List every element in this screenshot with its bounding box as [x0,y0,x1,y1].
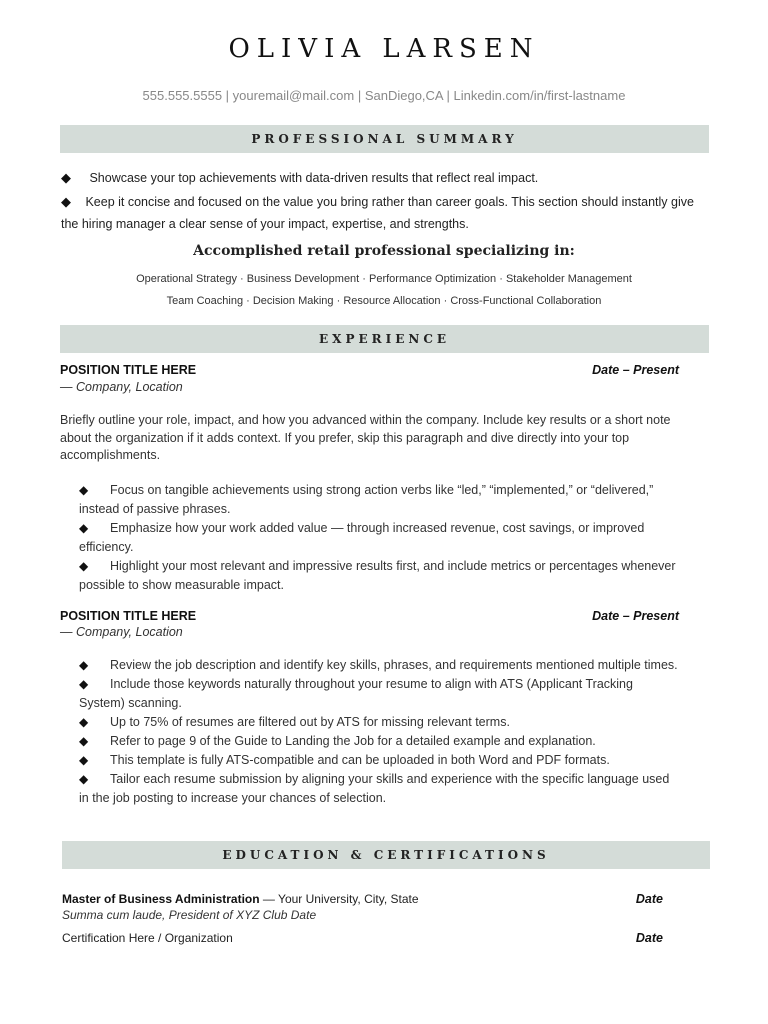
list-item [79,713,679,732]
bullet-text: Emphasize how your work added value — through increased revenue, cost savings, or improved efficiency. [79,521,645,554]
bullet-text: Review the job description and identify key skills, phrases, and requirements mentioned multiple times. [110,658,678,672]
section-header-education: EDUCATION & CERTIFICATIONS [62,841,710,869]
list-item [79,751,679,770]
diamond-bullet-icon: ◆ [79,658,89,672]
degree-line [62,892,419,906]
job-1-summary-paragraph: Briefly outline your role, impact, and how you advanced within the company. Include key results or a short note about the organization if it adds context. If you prefer, skip this paragraph and dive directly into your top accomplishments. [60,413,671,462]
bullet-text: Focus on tangible achievements using strong action verbs like “led,” “implemented,” or “delivered,” instead of passive phrases. [79,483,654,516]
summary-bullet-text: Showcase your top achievements with data-driven results that reflect real impact. [89,171,539,185]
summary-bullet-1 [61,169,538,187]
job-2-company: — Company, Location [60,625,183,639]
diamond-bullet-icon: ◆ [61,170,71,185]
diamond-bullet-icon: ◆ [79,677,89,691]
job-1-date: Date – Present [592,363,679,377]
diamond-bullet-icon: ◆ [79,559,89,573]
contact-line: 555.555.5555 | youremail@mail.com | SanDiego,CA | Linkedin.com/in/first-lastname [142,88,626,103]
specialization-heading: Accomplished retail professional specializing in: [193,243,575,259]
list-item [79,770,679,808]
diamond-bullet-icon: ◆ [79,753,89,767]
job-2-bullets [79,656,679,808]
summary-bullet-text: Keep it concise and focused on the value you bring rather than career goals. This section should instantly give [85,195,694,209]
bullet-text: Include those keywords naturally throughout your resume to align with ATS (Applicant Tracking System) scanning. [79,677,633,710]
skills-line-2: Team Coaching · Decision Making · Resource Allocation · Cross-Functional Collaboration [166,295,602,307]
diamond-bullet-icon: ◆ [61,194,71,209]
bullet-text: Up to 75% of resumes are filtered out by ATS for missing relevant terms. [110,715,510,729]
list-item [79,656,679,675]
summary-bullet-2 [61,193,694,211]
job-2-title: POSITION TITLE HERE [60,609,197,623]
bullet-text: Highlight your most relevant and impressive results first, and include metrics or percentages whenever possible to show measurable impact. [79,559,676,592]
list-item [79,557,679,595]
diamond-bullet-icon: ◆ [79,734,89,748]
diamond-bullet-icon: ◆ [79,772,89,786]
degree-date: Date [635,892,663,906]
candidate-name: OLIVIA LARSEN [228,34,540,64]
section-header-summary: PROFESSIONAL SUMMARY [60,125,709,153]
job-1-title: POSITION TITLE HERE [60,363,197,377]
bullet-text: Refer to page 9 of the Guide to Landing the Job for a detailed example and explanation. [110,734,596,748]
summary-bullet-2-continued: the hiring manager a clear sense of your impact, expertise, and strengths. [61,217,469,231]
diamond-bullet-icon: ◆ [79,521,89,535]
list-item [79,732,679,751]
bullet-text: This template is fully ATS-compatible and can be uploaded in both Word and PDF formats. [110,753,610,767]
skills-line-1: Operational Strategy · Business Development · Performance Optimization · Stakeholder Management [136,273,632,285]
diamond-bullet-icon: ◆ [79,715,89,729]
section-header-experience: EXPERIENCE [60,325,709,353]
degree-honors: Summa cum laude, President of XYZ Club Date [62,908,317,922]
list-item [79,675,679,713]
certification-line: Certification Here / Organization [62,931,233,945]
certification-date: Date [635,931,663,945]
degree-name: Master of Business Administration [62,892,260,906]
job-1-bullets [79,481,679,595]
degree-institution: — Your University, City, State [259,892,419,906]
list-item [79,481,679,519]
job-1-company: — Company, Location [60,380,183,394]
list-item [79,519,679,557]
diamond-bullet-icon: ◆ [79,483,89,497]
job-2-date: Date – Present [592,609,679,623]
bullet-text: Tailor each resume submission by aligning your skills and experience with the specific language used in the job posting to increase your chances of selection. [79,772,670,805]
